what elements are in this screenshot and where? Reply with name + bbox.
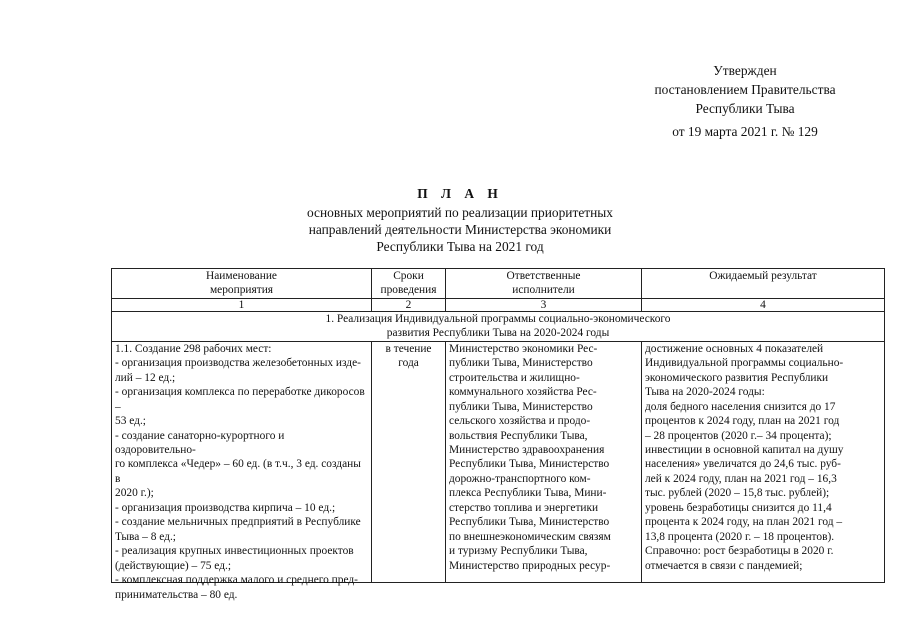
approval-line-date: от 19 марта 2021 г. № 129: [672, 124, 818, 139]
col4-line: Справочно: рост безработицы в 2020 г.: [645, 545, 834, 558]
header-name-line-1: Наименование: [206, 270, 277, 282]
col2-line: года: [398, 357, 419, 370]
column-number-2: 2: [372, 298, 446, 311]
col3-line: коммунального хозяйства Рес-: [449, 386, 597, 399]
col1-line: - комплексная поддержка малого и среднего пред-: [115, 574, 358, 587]
col1-line: принимательства – 80 ед.: [115, 588, 238, 601]
col1-line: - организация производства кирпича – 10 ед.;: [115, 501, 336, 514]
column-number-3: 3: [446, 298, 642, 311]
plan-subtitle-line-2: направлений деятельности Министерства экономики: [308, 222, 612, 237]
col4-line: населения» увеличатся до 24,6 тыс. руб-: [645, 458, 841, 471]
col4-line: экономического развития Республики: [645, 371, 829, 384]
col4-line: Индивидуальной программы социально-: [645, 357, 844, 370]
col3-line: строительства и жилищно-: [449, 371, 580, 384]
header-cell-executors: [446, 269, 642, 299]
col1-line: (действующие) – 75 ед.;: [115, 559, 232, 572]
row-cell-result: [642, 341, 885, 582]
col4-line: лей к 2024 году, план на 2021 год – 16,3: [645, 472, 837, 485]
header-cell-result: [642, 269, 885, 299]
table-header-row: [112, 269, 885, 299]
col1-line: Тыва – 8 ед.;: [115, 530, 176, 543]
approval-line-approved: Утвержден: [713, 63, 777, 78]
col2-line: в течение: [385, 342, 432, 355]
result-lines: [645, 342, 881, 582]
col1-line: 53 ед.;: [115, 415, 146, 428]
col4-line: отмечается в связи с пандемией;: [645, 559, 803, 572]
col1-line: - организация комплекса по переработке дикоросов –: [115, 386, 365, 413]
table-column-number-row: [112, 298, 885, 311]
col4-line: тыс. рублей (2020 – 15,8 тыс. рублей);: [645, 487, 830, 500]
col3-line: вольствия Республики Тыва,: [449, 429, 588, 442]
header-executors-line-2: исполнители: [512, 284, 575, 297]
activity-lines: [115, 342, 368, 601]
column-number-4: 4: [642, 298, 885, 311]
executors-lines: [449, 342, 638, 582]
col4-line: 13,8 процента (2020 г. – 18 процентов).: [645, 530, 835, 543]
plan-heading: [230, 185, 690, 255]
col3-line: и туризму Республики Тыва,: [449, 545, 588, 558]
col4-line: уровень безработицы снизится до 11,4: [645, 501, 832, 514]
header-dates-line-1: Сроки: [393, 270, 424, 282]
col3-line: дорожно-транспортного ком-: [449, 472, 591, 485]
col3-line: публики Тыва, Министерство: [449, 400, 593, 413]
col4-line: доля бедного населения снизится до 17: [645, 400, 836, 413]
section-title-cell: [112, 311, 885, 341]
col1-line: го комплекса «Чедер» – 60 ед. (в т.ч., 3 ед. созданы в: [115, 458, 361, 485]
col4-line: – 28 процентов (2020 г.– 34 процента);: [645, 429, 832, 442]
col3-line: Министерство природных ресур-: [449, 559, 611, 572]
col3-line: Министерство экономики Рес-: [449, 342, 598, 355]
approval-line-decree: постановлением Правительства: [654, 82, 836, 97]
col1-line: 1.1. Создание 298 рабочих мест:: [115, 342, 272, 355]
approval-block: [630, 61, 860, 141]
col4-line: процента к 2024 году, на план 2021 год –: [645, 516, 843, 529]
col1-line: - организация производства железобетонных изде-: [115, 357, 361, 370]
col4-line: инвестиции в основной капитал на душу: [645, 443, 844, 456]
plan-subtitle-line-3: Республики Тыва на 2021 год: [376, 239, 544, 254]
dates-lines: [375, 342, 442, 582]
row-cell-executors: [446, 341, 642, 582]
col3-line: Министерство здравоохранения: [449, 443, 605, 456]
table-row: [112, 341, 885, 582]
header-cell-dates: [372, 269, 446, 299]
col3-line: Республики Тыва, Министерство: [449, 458, 610, 471]
row-cell-activity: [112, 341, 372, 601]
plan-subtitle-line-1: основных мероприятий по реализации приоритетных: [307, 205, 613, 220]
col1-line: - создание санаторно-курортного и оздоровительно-: [115, 429, 285, 456]
header-cell-name: [112, 269, 372, 299]
column-number-1: 1: [112, 298, 372, 311]
plan-title: П Л А Н: [417, 186, 503, 201]
col4-line: процентов к 2024 году, план на 2021 год: [645, 415, 840, 428]
col3-line: плекса Республики Тыва, Мини-: [449, 487, 607, 500]
section-title-line-1: 1. Реализация Индивидуальной программы социально-экономического: [325, 312, 671, 325]
col3-line: публики Тыва, Министерство: [449, 357, 593, 370]
col1-line: лий – 12 ед.;: [115, 371, 176, 384]
header-result-line-1: Ожидаемый результат: [709, 270, 817, 282]
col1-line: - реализация крупных инвестиционных проектов: [115, 545, 354, 558]
col3-line: по внешнеэкономическим связям: [449, 530, 611, 543]
section-title-line-2: развития Республики Тыва на 2020-2024 годы: [386, 327, 610, 340]
row-cell-dates: [372, 341, 446, 582]
col3-line: сельского хозяйства и продо-: [449, 415, 591, 428]
col3-line: Республики Тыва, Министерство: [449, 516, 610, 529]
col1-line: 2020 г.);: [115, 487, 154, 500]
col4-line: достижение основных 4 показателей: [645, 342, 824, 355]
plan-table: [111, 268, 885, 601]
approval-line-republic: Республики Тыва: [695, 101, 795, 116]
header-dates-line-2: проведения: [380, 284, 437, 297]
header-executors-line-1: Ответственные: [506, 270, 581, 282]
col1-line: - создание мельничных предприятий в Республике: [115, 516, 361, 529]
col3-line: стерство топлива и энергетики: [449, 501, 599, 514]
col4-line: Тыва на 2020-2024 годы:: [645, 386, 765, 399]
table-section-row: [112, 311, 885, 341]
header-name-line-2: мероприятия: [209, 284, 274, 297]
